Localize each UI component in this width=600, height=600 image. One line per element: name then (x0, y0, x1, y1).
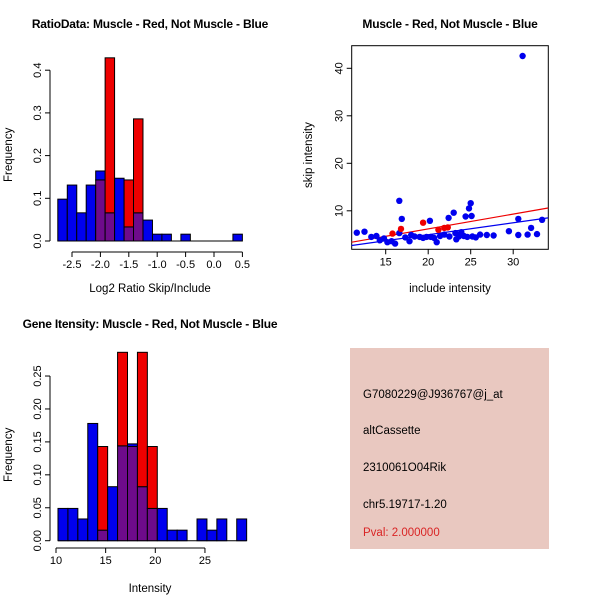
histogram-bar-notmuscle (162, 234, 171, 241)
histogram-bar-notmuscle (96, 171, 105, 180)
scatter-point (515, 216, 521, 222)
scatter-point (392, 240, 398, 246)
y-tick-label: 0.15 (32, 431, 44, 453)
info-line-gene-symbol: 2310061O04Rik (363, 462, 447, 474)
histogram-bar-notmuscle (58, 508, 68, 540)
info-line-probe-id: G7080229@J936767@j_at (363, 389, 503, 401)
y-tick-label: 0.20 (32, 398, 44, 420)
scatter-point (420, 220, 426, 226)
histogram-bar-overlap (134, 213, 143, 241)
histogram-bar-notmuscle (115, 178, 124, 241)
histogram-bar-notmuscle (152, 234, 161, 241)
x-tick-label: 20 (422, 256, 435, 269)
y-tick-label: 0.0 (32, 233, 44, 249)
histogram-bar-muscle (147, 447, 157, 509)
scatter-point (528, 225, 534, 231)
histogram-bar-notmuscle (167, 530, 177, 541)
scatter-point (451, 210, 457, 216)
histogram-bar-muscle (134, 119, 143, 213)
chart-title: RatioData: Muscle - Red, Not Muscle - Blue (31, 17, 269, 31)
y-tick-label: 0.05 (32, 497, 44, 519)
x-axis-label: Intensity (128, 583, 172, 595)
x-tick-label: -1.0 (147, 259, 167, 271)
x-tick-label: 15 (99, 555, 112, 567)
histogram-bar-notmuscle (157, 508, 167, 540)
histogram-bar-notmuscle (143, 220, 152, 241)
panel-gene-histogram (0, 300, 300, 600)
ratio-histogram-plot (0, 0, 300, 300)
panel-info (300, 300, 600, 600)
histogram-bar-notmuscle (207, 530, 217, 541)
histogram-bar-overlap (118, 446, 128, 541)
scatter-point (406, 238, 412, 244)
info-line-pval: Pval: 2.000000 (363, 527, 440, 539)
y-axis-label: Frequency (3, 127, 15, 183)
x-tick-label: -2.5 (62, 259, 82, 271)
histogram-bar-notmuscle (86, 185, 95, 241)
histogram-bar-overlap (137, 487, 147, 541)
histogram-bar-notmuscle (181, 234, 190, 241)
y-tick-label: 30 (333, 109, 346, 122)
scatter-point (354, 230, 360, 236)
y-tick-label: 0.4 (32, 62, 44, 78)
y-tick-label: 20 (333, 157, 346, 170)
scatter-point (361, 229, 367, 235)
x-tick-label: -0.5 (176, 259, 196, 271)
panel-ratio-histogram (0, 0, 300, 300)
histogram-bar-notmuscle (68, 508, 78, 540)
scatter-point (389, 230, 395, 236)
histogram-bar-overlap (147, 508, 157, 540)
histogram-bar-notmuscle (128, 444, 138, 447)
x-tick-label: 10 (49, 555, 63, 567)
y-axis-label: Frequency (3, 427, 15, 483)
histogram-bar-notmuscle (78, 519, 88, 541)
x-tick-label: 0.5 (234, 259, 251, 271)
histogram-bar-notmuscle (77, 213, 86, 241)
histogram-bar-overlap (96, 180, 105, 241)
x-axis-label: Log2 Ratio Skip/Include (89, 283, 211, 295)
scatter-point (396, 198, 402, 204)
histogram-bar-muscle (118, 352, 128, 446)
y-tick-label: 0.10 (32, 464, 44, 486)
scatter-point (398, 226, 404, 232)
histogram-bar-notmuscle (108, 487, 118, 541)
scatter-point (484, 232, 490, 238)
scatter-point (446, 233, 452, 239)
scatter-point (445, 224, 451, 230)
histogram-bar-notmuscle (237, 519, 247, 541)
histogram-bar-notmuscle (67, 185, 76, 241)
histogram-bar-muscle (124, 180, 133, 227)
x-tick-label: 20 (149, 555, 162, 567)
histogram-bar-muscle (105, 58, 114, 213)
histogram-bar-notmuscle (197, 519, 207, 541)
scatter-point (534, 231, 540, 237)
scatter-point (427, 218, 433, 224)
x-tick-label: 30 (507, 256, 520, 269)
histogram-bar-notmuscle (88, 423, 98, 540)
x-tick-label: 0.0 (206, 259, 222, 271)
scatter-point (477, 231, 483, 237)
scatter-point (524, 231, 530, 237)
histogram-bar-muscle (98, 447, 108, 531)
x-tick-label: -1.5 (119, 259, 139, 271)
x-tick-label: 15 (379, 256, 392, 269)
scatter-point (434, 239, 440, 245)
info-line-event-type: altCassette (363, 425, 421, 437)
histogram-bar-overlap (105, 213, 114, 241)
panel-intensity-scatter (300, 0, 600, 300)
scatter-point (468, 213, 474, 219)
scatter-point (468, 200, 474, 206)
histogram-bar-notmuscle (177, 530, 187, 541)
scatter-point (519, 53, 525, 59)
scatter-point (435, 227, 441, 233)
y-tick-label: 10 (333, 204, 346, 217)
y-tick-label: 0.3 (32, 105, 44, 121)
histogram-bar-notmuscle (233, 234, 242, 241)
x-tick-label: -2.0 (90, 259, 110, 271)
y-tick-label: 0.2 (32, 147, 44, 164)
histogram-bar-muscle (137, 352, 147, 486)
y-tick-label: 40 (333, 62, 346, 75)
x-tick-label: 25 (198, 555, 212, 567)
scatter-point (539, 217, 545, 223)
y-tick-label: 0.00 (32, 529, 44, 552)
chart-title: Gene Itensity: Muscle - Red, Not Muscle - Blue (22, 317, 278, 331)
histogram-bar-overlap (128, 447, 138, 541)
intensity-scatter-plot (300, 0, 600, 300)
scatter-point (515, 232, 521, 238)
y-tick-label: 0.1 (32, 190, 44, 206)
chart-title: Muscle - Red, Not Muscle - Blue (362, 17, 538, 31)
x-axis-label: include intensity (409, 283, 491, 295)
scatter-point (445, 215, 451, 221)
histogram-bar-notmuscle (217, 519, 227, 541)
histogram-bar-overlap (98, 530, 108, 541)
scatter-point (490, 232, 496, 238)
info-box (350, 348, 549, 549)
gene-histogram-plot (0, 300, 300, 600)
scatter-point (506, 228, 512, 234)
y-tick-label: 0.25 (32, 365, 44, 387)
y-axis-label: skip intensity (303, 122, 315, 188)
histogram-bar-notmuscle (58, 199, 67, 241)
scatter-point (399, 216, 405, 222)
scatter-point (462, 213, 468, 219)
info-line-locus: chr5.19717-1.20 (363, 499, 447, 511)
x-tick-label: 25 (464, 256, 477, 269)
histogram-bar-overlap (124, 227, 133, 241)
